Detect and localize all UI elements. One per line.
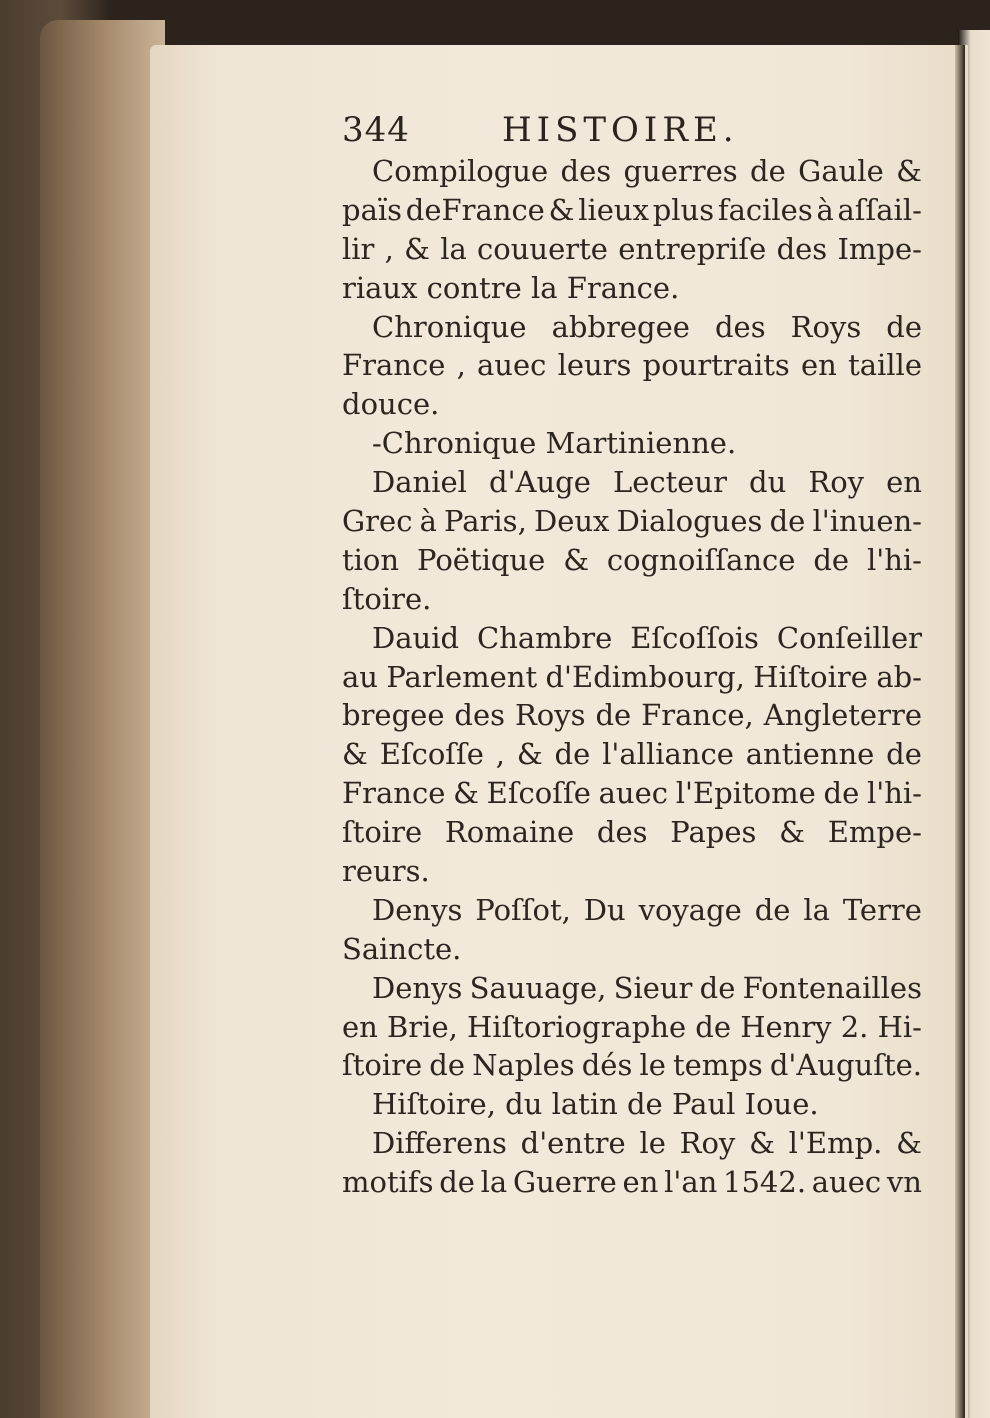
text-line: tion Poëtique & cognoiſſance de l'hi- bbox=[342, 542, 922, 577]
book-fore-edge bbox=[40, 20, 165, 1418]
text-line: France & Eſcoſſe auec l'Epitome de l'hi- bbox=[342, 776, 922, 811]
text-line: ſtoire Romaine des Papes & Empe- bbox=[342, 815, 922, 850]
text-line: Saincte. bbox=[342, 931, 462, 966]
text-line: ſtoire de Naples dés le temps d'Auguſte. bbox=[342, 1048, 922, 1083]
text-line: Grec à Paris, Deux Dialogues de l'inuen- bbox=[342, 504, 922, 539]
text-line: bregee des Roys de France, Angleterre bbox=[342, 698, 922, 733]
text-line: Daniel d'Auge Lecteur du Roy en bbox=[372, 465, 922, 500]
text-line: Compilogue des guerres de Gaule & bbox=[372, 154, 922, 188]
text-line: riaux contre la France. bbox=[342, 270, 680, 305]
page-number: 344 bbox=[342, 110, 410, 150]
text-line: motifs de la Guerre en l'an 1542. auec vn bbox=[342, 1165, 922, 1200]
text-line: Dauid Chambre Eſcoſſois Conſeiller bbox=[372, 620, 922, 655]
text-line: Denys Sauuage, Sieur de Fontenailles bbox=[372, 970, 922, 1005]
page-gutter bbox=[955, 45, 965, 1418]
body-text bbox=[342, 152, 922, 1202]
text-line: Differens d'entre le Roy & l'Emp. & bbox=[372, 1126, 922, 1161]
text-line: au Parlement d'Edimbourg, Hiſtoire ab- bbox=[342, 659, 922, 694]
text-line: & Eſcoſſe , & de l'alliance antienne de bbox=[342, 737, 922, 772]
text-line: Chronique abbregee des Roys de bbox=[372, 309, 922, 344]
text-line: -Chronique Martinienne. bbox=[372, 426, 737, 461]
running-head: HISTOIRE. bbox=[502, 110, 739, 150]
text-line: Hiſtoire, du latin de Paul Ioue. bbox=[372, 1087, 819, 1122]
text-line: ſtoire. bbox=[342, 581, 432, 616]
text-line: païs deFrance & lieux plus faciles à aſſail- bbox=[342, 192, 922, 227]
text-line: Denys Poſſot, Du voyage de la Terre bbox=[372, 892, 922, 927]
text-line: en Brie, Hiſtoriographe de Henry 2. Hi- bbox=[342, 1009, 922, 1044]
text-line: reurs. bbox=[342, 854, 430, 889]
text-line: douce. bbox=[342, 387, 440, 422]
text-line: France , auec leurs pourtraits en taille bbox=[342, 348, 922, 383]
text-line: lir , & la couuerte entrepriſe des Impe- bbox=[342, 231, 922, 266]
